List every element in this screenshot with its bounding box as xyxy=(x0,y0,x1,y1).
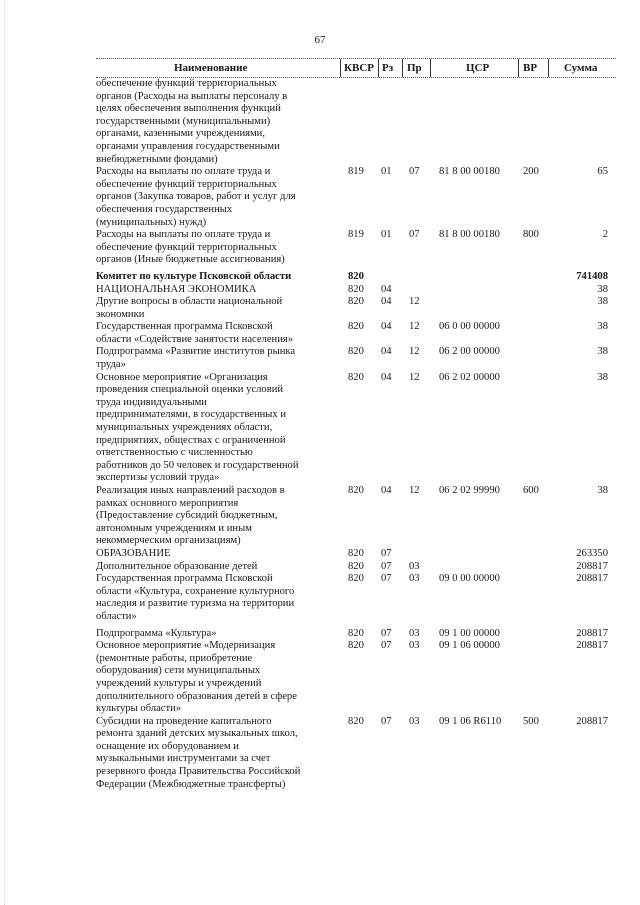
row-name xyxy=(96,573,334,623)
header-rz: Рз xyxy=(382,62,394,74)
row-name-line: Подпрограмма «Развитие институтов рынка xyxy=(96,346,296,358)
row-sum: 208817 xyxy=(576,715,608,727)
row-rz: 04 xyxy=(381,283,392,295)
row-vr: 600 xyxy=(523,485,539,496)
row-sum: 38 xyxy=(597,346,608,358)
table-row xyxy=(96,372,616,485)
row-kvsr: 820 xyxy=(348,640,364,652)
row-csr: 09 0 00 00000 xyxy=(439,573,500,585)
row-csr: 06 2 00 00000 xyxy=(439,346,500,358)
row-csr: 09 1 06 00000 xyxy=(439,640,500,652)
row-rz: 07 xyxy=(381,573,392,585)
header-kvsr: КВСР xyxy=(344,62,374,74)
row-pr: 03 xyxy=(409,627,420,639)
row-vr: 800 xyxy=(523,229,539,241)
row-kvsr: 820 xyxy=(348,371,364,383)
row-name-line: органов (Расходы на выплаты персоналу в xyxy=(96,90,288,102)
row-pr: 07 xyxy=(409,166,420,178)
row-name xyxy=(96,561,334,574)
row-name-line: Реализация иных направлений расходов в xyxy=(96,485,285,496)
row-name xyxy=(96,640,334,716)
row-name-line: музыкальными инструментами за счет xyxy=(96,753,271,765)
row-name-line: органов (Иные бюджетные ассигнования) xyxy=(96,254,285,266)
row-vr: 200 xyxy=(523,166,539,178)
row-name-line: органами, казенными учреждениями, xyxy=(96,128,266,140)
row-name-line: обеспечение функций территориальных xyxy=(96,178,277,190)
table-row xyxy=(96,640,616,716)
header-divider xyxy=(402,59,403,77)
row-name-line: дополнительного образования детей в сфере xyxy=(96,690,297,702)
row-sum: 2 xyxy=(602,229,608,241)
row-pr: 12 xyxy=(409,371,420,383)
scan-edge-rule xyxy=(4,0,5,905)
header-divider xyxy=(430,59,431,77)
row-name-line: Другие вопросы в области национальной xyxy=(96,296,283,308)
row-pr: 12 xyxy=(409,321,420,333)
row-sum: 65 xyxy=(597,166,608,178)
row-name xyxy=(96,372,334,485)
row-kvsr: 819 xyxy=(348,229,364,241)
header-vr: ВР xyxy=(523,62,538,74)
row-name-line: муниципальных учреждениях области, xyxy=(96,422,273,434)
row-sum: 208817 xyxy=(576,627,608,639)
row-rz: 07 xyxy=(381,547,392,559)
row-name xyxy=(96,628,334,641)
row-name-line: автономным учреждениям и иным xyxy=(96,522,252,534)
row-kvsr: 820 xyxy=(348,270,364,282)
row-name-line: экспертизы условий труда» xyxy=(96,472,220,484)
row-name-line: наследия и развитие туризма на территории xyxy=(96,598,295,610)
row-name-line: проведения специальной оценки условий xyxy=(96,384,284,396)
row-kvsr: 820 xyxy=(348,560,364,572)
row-name-line: обеспечение функций территориальных xyxy=(96,241,277,253)
row-pr: 12 xyxy=(409,485,420,496)
row-name xyxy=(96,229,334,267)
row-name-line: ОБРАЗОВАНИЕ xyxy=(96,547,171,559)
row-name xyxy=(96,716,334,792)
row-csr: 09 1 06 R6110 xyxy=(439,715,502,727)
table-row xyxy=(96,296,616,321)
row-name-line: ответственностью с численностью xyxy=(96,447,253,459)
row-name xyxy=(96,485,334,548)
row-name-line: (муниципальных) нужд) xyxy=(96,216,207,228)
row-name-line: оснащение их оборудованием и xyxy=(96,740,239,752)
row-name-line: НАЦИОНАЛЬНАЯ ЭКОНОМИКА xyxy=(96,283,257,295)
row-name-line: работников до 50 человек и государственной xyxy=(96,459,299,471)
row-name-line: Государственная программа Псковской xyxy=(96,321,273,333)
budget-table xyxy=(96,58,616,791)
table-row xyxy=(96,485,616,548)
row-csr: 06 2 02 99990 xyxy=(439,485,500,496)
row-name-line: Подпрограмма «Культура» xyxy=(96,627,217,639)
row-name xyxy=(96,166,334,229)
table-header xyxy=(96,58,616,78)
row-name-line: области «Культура, сохранение культурного xyxy=(96,585,295,597)
row-name-line: предприятиях, обществах с ограниченной xyxy=(96,434,286,446)
row-vr: 500 xyxy=(523,715,539,727)
row-rz: 07 xyxy=(381,627,392,639)
row-pr: 12 xyxy=(409,346,420,358)
table-row xyxy=(96,271,616,284)
row-name-line: труда» xyxy=(96,359,126,371)
table-row xyxy=(96,548,616,561)
row-rz: 07 xyxy=(381,560,392,572)
row-csr: 81 8 00 00180 xyxy=(439,229,500,241)
row-name-line: Расходы на выплаты по оплате труда и xyxy=(96,166,271,178)
table-row xyxy=(96,284,616,297)
row-sum: 208817 xyxy=(576,640,608,652)
row-name-line: внебюджетными фондами) xyxy=(96,153,218,165)
row-name-line: Государственная программа Псковской xyxy=(96,573,273,585)
header-sum: Сумма xyxy=(564,62,598,74)
row-name-line: Субсидии на проведение капитального xyxy=(96,715,272,727)
row-sum: 38 xyxy=(597,283,608,295)
row-name-line: обеспечения государственных xyxy=(96,203,233,215)
row-name-line: некоммерческим организациям) xyxy=(96,535,241,547)
row-sum: 208817 xyxy=(576,573,608,585)
row-name-line: Комитет по культуре Псковской области xyxy=(96,270,292,282)
table-body xyxy=(96,78,616,791)
row-rz: 07 xyxy=(381,640,392,652)
row-rz: 04 xyxy=(381,485,392,496)
row-rz: 07 xyxy=(381,715,392,727)
row-name-line: целях обеспечения выполнения функций xyxy=(96,103,281,115)
row-name-line: Основное мероприятие «Организация xyxy=(96,371,268,383)
row-pr: 12 xyxy=(409,296,420,308)
row-name-line: Федерации (Межбюджетные трансферты) xyxy=(96,778,286,790)
row-sum: 38 xyxy=(597,321,608,333)
row-name-line: органов (Закупка товаров, работ и услуг для xyxy=(96,191,296,203)
row-sum: 38 xyxy=(597,371,608,383)
row-name-line: Дополнительное образование детей xyxy=(96,560,258,572)
header-divider xyxy=(548,59,549,77)
row-name-line: государственными (муниципальными) xyxy=(96,115,271,127)
header-pr: Пр xyxy=(407,62,422,74)
table-row xyxy=(96,229,616,267)
row-name-line: оборудования) сети муниципальных xyxy=(96,665,261,677)
row-name-line: резервного фонда Правительства Российской xyxy=(96,766,301,778)
row-name-line: рамках основного мероприятия xyxy=(96,497,239,509)
row-name xyxy=(96,271,334,284)
row-name xyxy=(96,548,334,561)
row-kvsr: 820 xyxy=(348,547,364,559)
row-name-line: области «Содействие занятости населения» xyxy=(96,333,294,345)
row-name-line: ремонта зданий детских музыкальных школ, xyxy=(96,728,298,740)
row-name xyxy=(96,296,334,321)
row-kvsr: 820 xyxy=(348,715,364,727)
row-kvsr: 820 xyxy=(348,346,364,358)
row-name xyxy=(96,284,334,297)
row-rz: 01 xyxy=(381,229,392,241)
row-rz: 04 xyxy=(381,296,392,308)
table-row xyxy=(96,628,616,641)
row-pr: 03 xyxy=(409,560,420,572)
table-row xyxy=(96,716,616,792)
row-name-line: (Предоставление субсидий бюджетным, xyxy=(96,510,278,522)
row-pr: 03 xyxy=(409,573,420,585)
row-name xyxy=(96,321,334,346)
row-kvsr: 820 xyxy=(348,321,364,333)
row-csr: 81 8 00 00180 xyxy=(439,166,500,178)
row-kvsr: 820 xyxy=(348,485,364,496)
header-divider xyxy=(378,59,379,77)
row-csr: 06 0 00 00000 xyxy=(439,321,500,333)
row-kvsr: 820 xyxy=(348,296,364,308)
row-name-line: области» xyxy=(96,610,137,622)
row-name-line: учреждений культуры и учреждений xyxy=(96,677,262,689)
row-sum: 741408 xyxy=(576,270,608,282)
row-sum: 208817 xyxy=(576,560,608,572)
row-kvsr: 820 xyxy=(348,627,364,639)
table-row xyxy=(96,78,616,166)
row-name-line: труда индивидуальными xyxy=(96,396,207,408)
table-row xyxy=(96,346,616,371)
row-csr: 06 2 02 00000 xyxy=(439,371,500,383)
row-kvsr: 820 xyxy=(348,283,364,295)
table-row xyxy=(96,321,616,346)
header-csr: ЦСР xyxy=(466,62,490,74)
row-name-line: обеспечение функций территориальных xyxy=(96,78,277,89)
row-rz: 04 xyxy=(381,321,392,333)
row-name-line: Расходы на выплаты по оплате труда и xyxy=(96,229,271,241)
row-pr: 03 xyxy=(409,715,420,727)
row-rz: 01 xyxy=(381,166,392,178)
row-sum: 38 xyxy=(597,485,608,496)
table-row xyxy=(96,166,616,229)
row-rz: 04 xyxy=(381,371,392,383)
row-name-line: органами управления государственными xyxy=(96,140,280,152)
row-name-line: Основное мероприятие «Модернизация xyxy=(96,640,276,652)
row-kvsr: 820 xyxy=(348,573,364,585)
page-number: 67 xyxy=(314,34,326,46)
row-name-line: предпринимателями, в государственных и xyxy=(96,409,287,421)
row-name-line: (ремонтные работы, приобретение xyxy=(96,652,253,664)
header-divider xyxy=(340,59,341,77)
table-row xyxy=(96,573,616,623)
row-name-line: экономики xyxy=(96,308,145,320)
row-name-line: культуры области» xyxy=(96,703,182,715)
row-rz: 04 xyxy=(381,346,392,358)
row-name xyxy=(96,346,334,371)
table-row xyxy=(96,561,616,574)
header-divider xyxy=(518,59,519,77)
row-pr: 03 xyxy=(409,640,420,652)
row-csr: 09 1 00 00000 xyxy=(439,627,500,639)
row-sum: 263350 xyxy=(576,547,608,559)
row-kvsr: 819 xyxy=(348,166,364,178)
row-sum: 38 xyxy=(597,296,608,308)
row-name xyxy=(96,78,334,166)
row-pr: 07 xyxy=(409,229,420,241)
header-name: Наименование xyxy=(174,62,248,74)
